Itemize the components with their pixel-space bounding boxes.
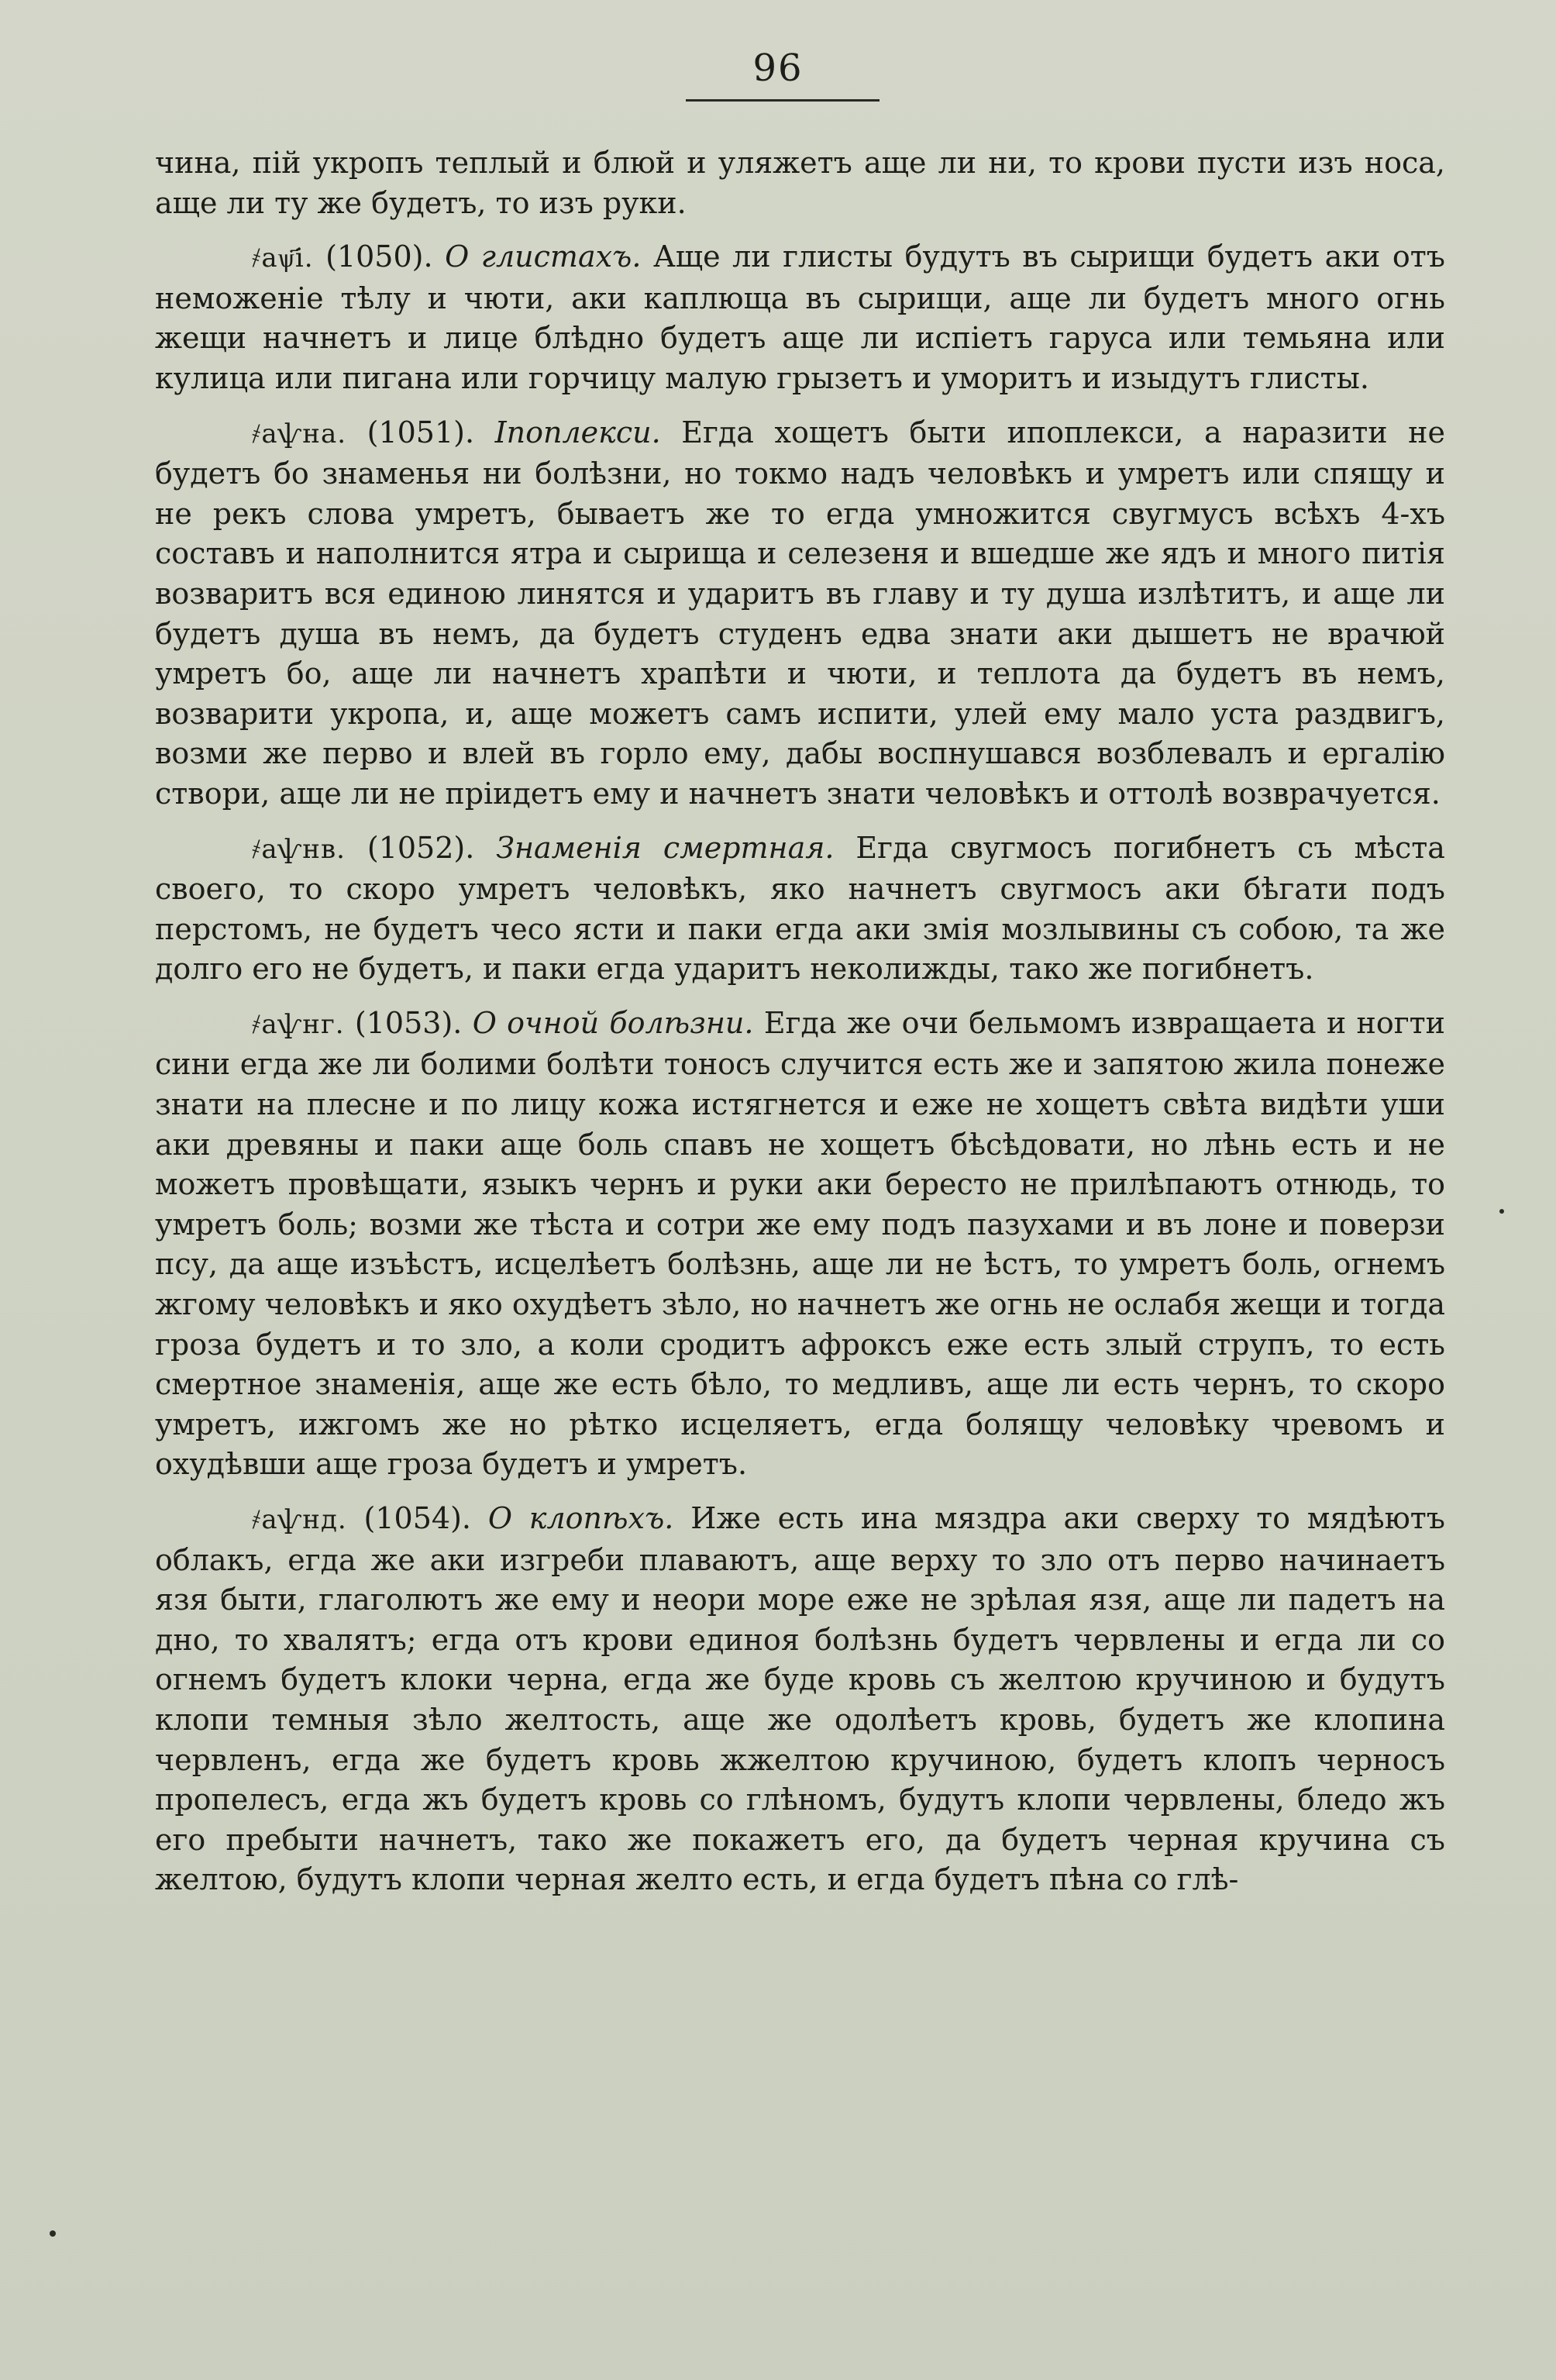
entry-text: Егда свугмосъ погибнетъ съ мѣста своего, то скоро умретъ человѣкъ, яко начнетъ свугмосъ аки бѣгати подъ перстомъ, не будетъ чесо ясти и паки егда аки змія мозлывины съ собою, та же долго его не будетъ, и паки егда ударитъ неколижды, тако же погибнетъ. — [155, 830, 1445, 987]
entry-text: Егда же очи бельмомъ извращаета и ногти сини егда же ли болими болѣти тоносъ случится есть же и запятою жила понеже знати на плесне и по лицу кожа истягнется и еже не хощетъ свѣта видѣти уши аки древяны и паки аще боль спавъ не хощетъ бѣсѣдовати, но лѣнь есть и не можетъ провѣщати, языкъ чернъ и руки аки берeсто не прилѣпаютъ отнюдь, то умретъ боль; возми же тѣста и сотри же ему подъ пазухами и въ лоне и поверзи псу, да аще изъѣстъ, исцелѣетъ болѣзнь, аще ли не ѣстъ, то умретъ боль, огнемъ жгому человѣкъ и яко охудѣетъ зѣло, но начнетъ же огнь не ослабя жещи и тогда гроза будетъ и то зло, а коли сродитъ афроксъ еже есть злый струпъ, то есть смертное знаменія, аще же есть бѣло, то медливъ, аще ли есть чернъ, то скоро умретъ, ижгомъ же но рѣтко исцеляетъ, егда болящу человѣку чревомъ и охудѣвши аще гроза будетъ и умретъ. — [155, 1005, 1445, 1482]
entry-mark: ҂аѱнг. — [252, 1008, 345, 1040]
header-rule — [686, 99, 880, 102]
entry-heading: О очной болѣзни. — [472, 1005, 754, 1040]
entry-1050 — [155, 237, 1445, 398]
paragraph-text: чина, пій укропъ теплый и блюй и уляжетъ аще ли ни, то крови пусти изъ носа, аще ли ту же будетъ, то изъ руки. — [155, 146, 1445, 220]
paragraph-continuation — [155, 143, 1445, 223]
entry-mark: ҂аѱна. — [252, 418, 347, 449]
entry-1053 — [155, 1004, 1445, 1485]
entry-number: (1053). — [354, 1005, 463, 1040]
entry-number: (1052). — [367, 830, 475, 865]
body-text — [155, 143, 1445, 1914]
entry-text: Иже есть ина мяздра аки сверху то мядѣютъ облакъ, егда же аки изгреби плаваютъ, аще верху то зло отъ перво начинаетъ язя быти, глаголютъ же ему и неори море еже не зрѣлая язя, аще ли падетъ на дно, то хвалятъ; егда отъ крови единоя болѣзнь будетъ червлены и егда ли со огнемъ будетъ клоки черна, егда же буде кровь съ желтою кручиною и будутъ клопи темныя зѣло желтость, аще же одолѣетъ кровь, будетъ же клопина червленъ, егда же будетъ кровь жжелтою кручиною, будетъ клопъ черносъ пропелесъ, егда жъ будетъ кровь со глѣномъ, будутъ клопи червлены, бледо жъ его пребыти начнетъ, тако же покажетъ его, да будетъ черная кручина съ желтою, будутъ клопи черная желто есть, и егда будетъ пѣна со глѣ- — [155, 1501, 1445, 1897]
entry-text: Аще ли глисты будутъ въ сырищи будетъ аки отъ неможеніе тѣлу и чюти, аки каплюща въ сырищи, аще ли будетъ много огнь жещи начнетъ и лице блѣдно будетъ аще ли испіетъ гаруса или темьяна или кулица или пигана или горчицу малую грызетъ и уморитъ и изыдутъ глисты. — [155, 239, 1445, 395]
entry-1052 — [155, 828, 1445, 990]
entry-1054 — [155, 1499, 1445, 1900]
entry-mark: ҂аѱнв. — [252, 833, 346, 865]
entry-heading: Знаменія смертная. — [496, 830, 835, 865]
entry-mark: ҂аѱнд. — [252, 1504, 347, 1535]
page-number: 96 — [752, 46, 804, 90]
entry-text: Егда хощетъ быти ипоплекси, а наразити не будетъ бо знаменья ни болѣзни, но токмо надъ человѣкъ и умретъ или спящу и не рекъ слова умретъ, бываетъ же то егда умножится свугмусъ всѣхъ 4-хъ составъ и наполнится ятра и сырища и селезеня и вшедше же ядъ и много питія возваритъ вся единою линятся и ударитъ въ главу и ту душа излѣтитъ, и аще ли будетъ душа въ немъ, да будетъ студенъ едва знати аки дышетъ не врачюй умретъ бо, аще ли начнетъ храпѣти и чюти, и теплота да будетъ въ немъ, возварити укропа, и, аще можетъ самъ испити, улей ему мало уста раздвигъ, возми же перво и влей въ горло ему, дабы воспнушався возблевалъ и ергалію створи, аще ли не пріидетъ ему и начнетъ знати человѣкъ и оттолѣ возврачуется. — [155, 415, 1445, 811]
entry-number: (1050). — [325, 239, 433, 274]
ink-speck — [1499, 1209, 1504, 1214]
entry-mark: ҂аѱ҃і. — [252, 243, 314, 274]
entry-number: (1054). — [363, 1501, 471, 1535]
entry-number: (1051). — [367, 415, 475, 449]
entry-1051 — [155, 413, 1445, 815]
entry-heading: О глистахъ. — [445, 239, 642, 274]
entry-heading: О клопѣхъ. — [487, 1501, 674, 1535]
ink-speck — [50, 2230, 56, 2237]
entry-heading: Іпоплекси. — [494, 415, 661, 449]
